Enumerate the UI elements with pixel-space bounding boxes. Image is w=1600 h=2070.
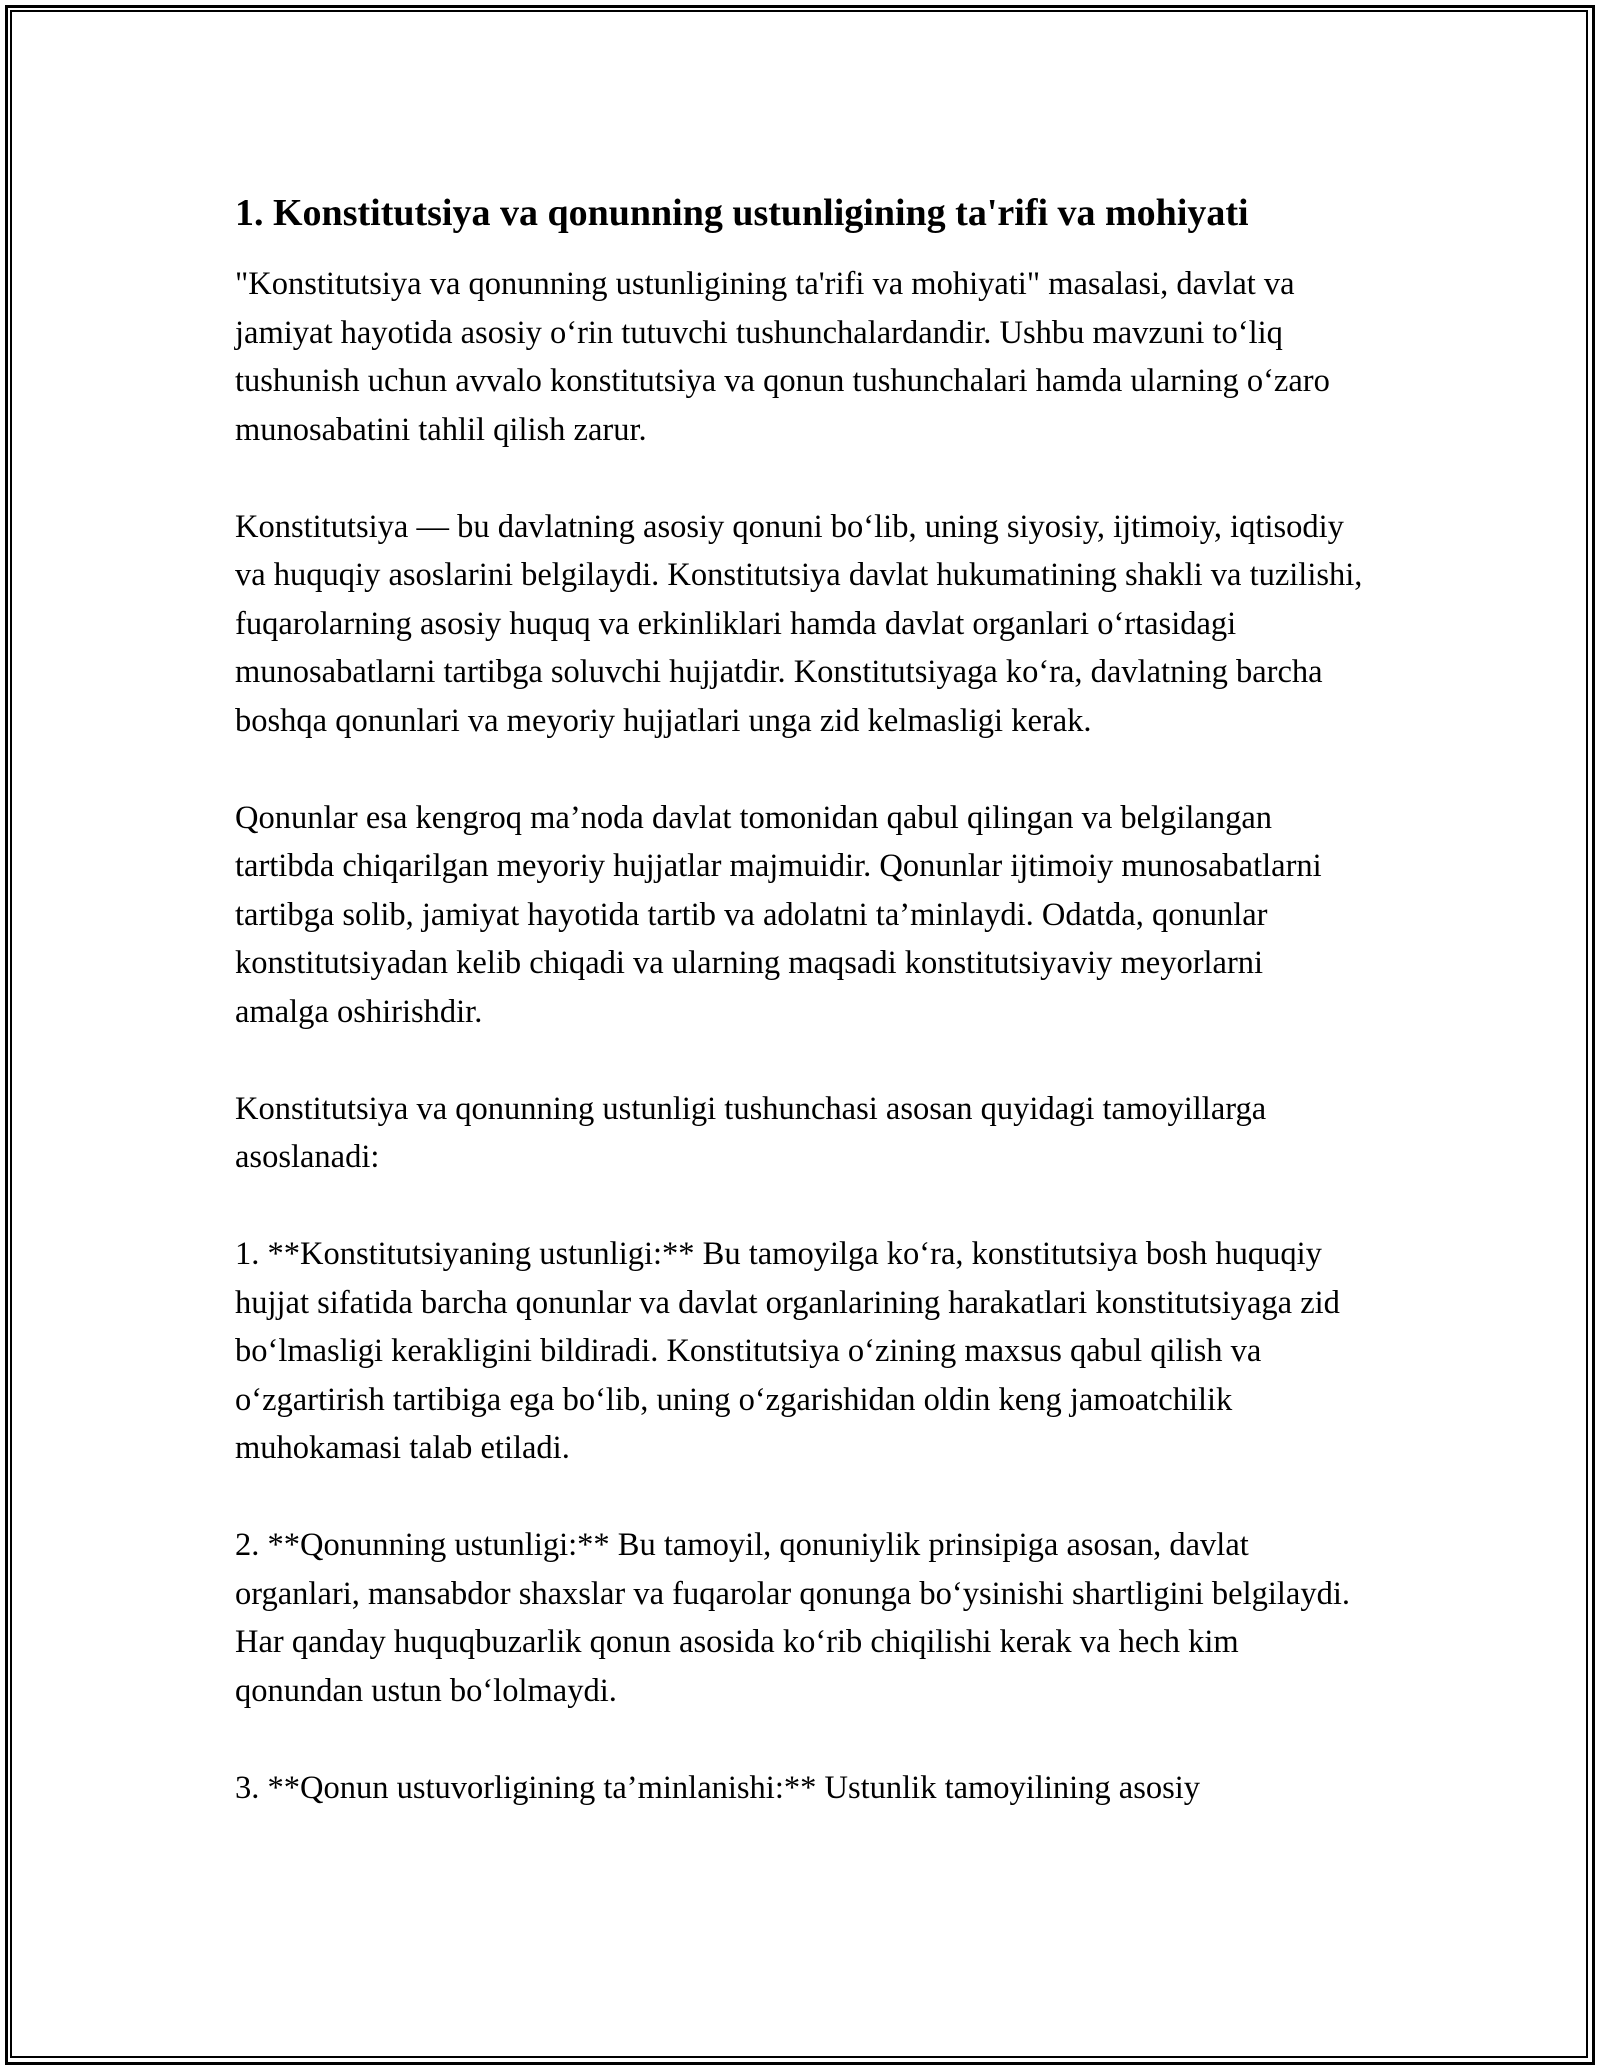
document-body [235, 186, 1365, 1861]
paragraph-principle-1: 1. **Konstitutsiyaning ustunligi:** Bu tamoyilga ko‘ra, konstitutsiya bosh huquqiy hujjat sifatida barcha qonunlar va davlat organlarining harakatlari konstitutsiyaga zid bo‘lmasligi kerakligini bildiradi. Konstitutsiya o‘zining maxsus qabul qilish va o‘zgartirish tartibiga ega bo‘lib, uning o‘zgarishidan oldin keng jamoatchilik muhokamasi talab etiladi. [235, 1236, 1340, 1466]
paragraph-laws: Qonunlar esa kengroq ma’noda davlat tomonidan qabul qilingan va belgilangan tartibda chiqarilgan meyoriy hujjatlar majmuidir. Qonunlar ijtimoiy munosabatlarni tartibga solib, jamiyat hayotida tartib va adolatni ta’minlaydi. Odatda, qonunlar konstitutsiyadan kelib chiqadi va ularning maqsadi konstitutsiyaviy meyorlarni amalga oshirishdir. [235, 799, 1322, 1030]
paragraph-principles-intro: Konstitutsiya va qonunning ustunligi tushunchasi asosan quyidagi tamoyillarga asoslanadi: [235, 1090, 1267, 1175]
paragraph-constitution: Konstitutsiya — bu davlatning asosiy qonuni bo‘lib, uning siyosiy, ijtimoiy, iqtisodiy va huquqiy asoslarini belgilaydi. Konstitutsiya davlat hukumatining shakli va tuzilishi, fuqarolarning asosiy huquq va erkinliklari hamda davlat organlari o‘rtasidagi munosabatlarni tartibga soluvchi hujjatdir. Konstitutsiyaga ko‘ra, davlatning barcha boshqa qonunlari va meyoriy hujjatlari unga zid kelmasligi kerak. [235, 508, 1363, 739]
paragraph-principle-2: 2. **Qonunning ustunligi:** Bu tamoyil, qonuniylik prinsipiga asosan, davlat organlari, mansabdor shaxslar va fuqarolar qonunga bo‘ysinishi shartligini belgilaydi. Har qanday huquqbuzarlik qonun asosida ko‘rib chiqilishi kerak va hech kim qonundan ustun bo‘lolmaydi. [235, 1527, 1350, 1709]
paragraph-principle-3: 3. **Qonun ustuvorligining ta’minlanishi:** Ustunlik tamoyilining asosiy [235, 1769, 1201, 1806]
paragraph-intro: "Konstitutsiya va qonunning ustunligining ta'rifi va mohiyati" masalasi, davlat va jamiyat hayotida asosiy o‘rin tutuvchi tushunchalardandir. Ushbu mavzuni to‘liq tushunish uchun avvalo konstitutsiya va qonun tushunchalari hamda ularning o‘zaro munosabatini tahlil qilish zarur. [235, 266, 1330, 448]
document-title: 1. Konstitutsiya va qonunning ustunligining ta'rifi va mohiyati [235, 192, 1249, 234]
